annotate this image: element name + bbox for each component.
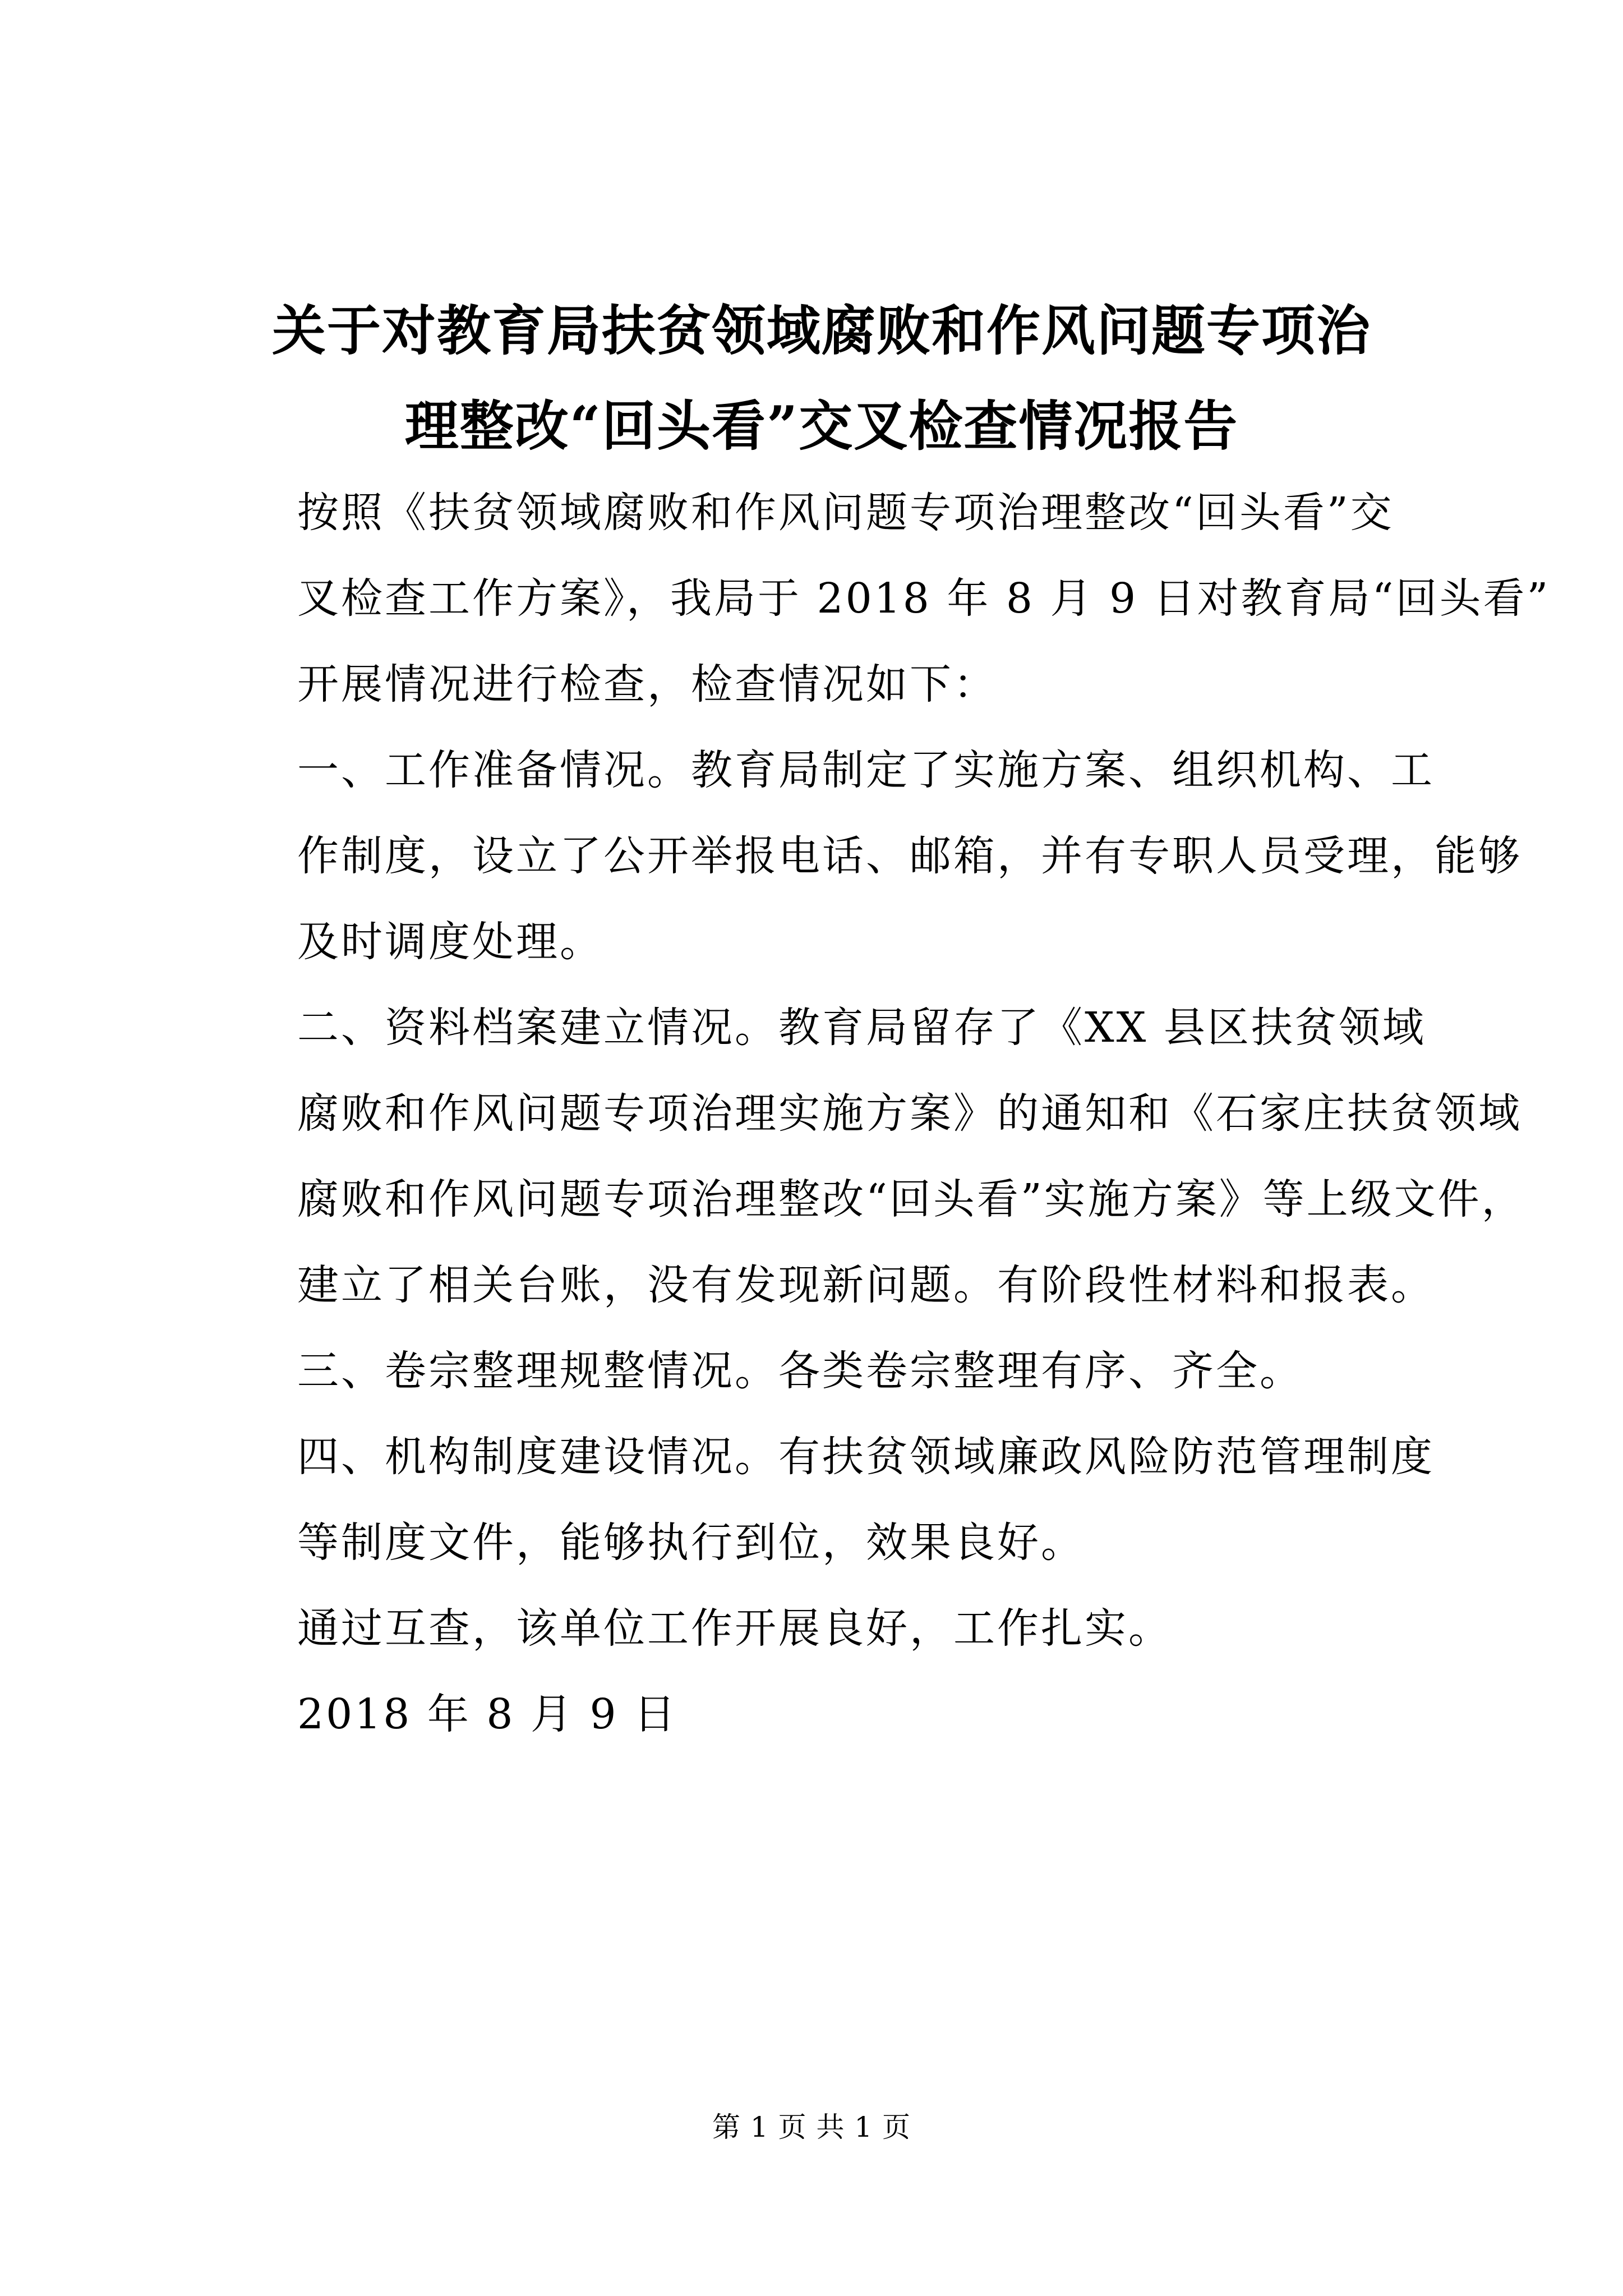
title-line: 关于对教育局扶贫领域腐败和作风问题专项治 (272, 299, 1371, 362)
text-line: 作制度，设立了公开举报电话、邮箱，并有专职人员受理，能够 (297, 832, 1522, 880)
section-3-paragraph (213, 1328, 1430, 1414)
section-4-paragraph (213, 1414, 1435, 1586)
section-1-paragraph (213, 728, 1522, 985)
date-paragraph (213, 1672, 1430, 1757)
document-title (213, 283, 1430, 474)
text-line: 四、机构制度建设情况。有扶贫领域廉政风险防范管理制度 (297, 1433, 1435, 1481)
text-line: 按照《扶贫领域腐败和作风问题专项治理整改“回头看”交 (297, 489, 1394, 537)
title-line: 理整改“回头看”交叉检查情况报告 (404, 394, 1239, 458)
section-2-paragraph (213, 985, 1525, 1328)
text-line: 二、资料档案建立情况。教育局留存了《XX 县区扶贫领域 (297, 1004, 1426, 1052)
text-line: 三、卷宗整理规整情况。各类卷宗整理有序、齐全。 (297, 1347, 1303, 1395)
page-footer (0, 2108, 1623, 2147)
text-line: 及时调度处理。 (297, 918, 603, 966)
conclusion-paragraph (213, 1586, 1430, 1672)
intro-paragraph (213, 470, 1551, 728)
text-line: 一、工作准备情况。教育局制定了实施方案、组织机构、工 (297, 746, 1435, 794)
text-line: 开展情况进行检查，检查情况如下： (297, 660, 997, 708)
text-line: 叉检查工作方案》，我局于 2018 年 8 月 9 日对教育局“回头看” (297, 574, 1551, 623)
page-number-label: 第 1 页 共 1 页 (712, 2111, 911, 2143)
text-line: 腐败和作风问题专项治理整改“回头看”实施方案》等上级文件， (297, 1175, 1525, 1223)
text-line: 腐败和作风问题专项治理实施方案》的通知和《石家庄扶贫领域 (297, 1089, 1522, 1138)
text-line: 建立了相关台账，没有发现新问题。有阶段性材料和报表。 (297, 1261, 1435, 1309)
document-body (213, 470, 1551, 1757)
document-date: 2018 年 8 月 9 日 (297, 1690, 678, 1738)
text-line: 等制度文件，能够执行到位，效果良好。 (297, 1519, 1085, 1567)
text-line: 通过互查，该单位工作开展良好，工作扎实。 (297, 1604, 1172, 1653)
